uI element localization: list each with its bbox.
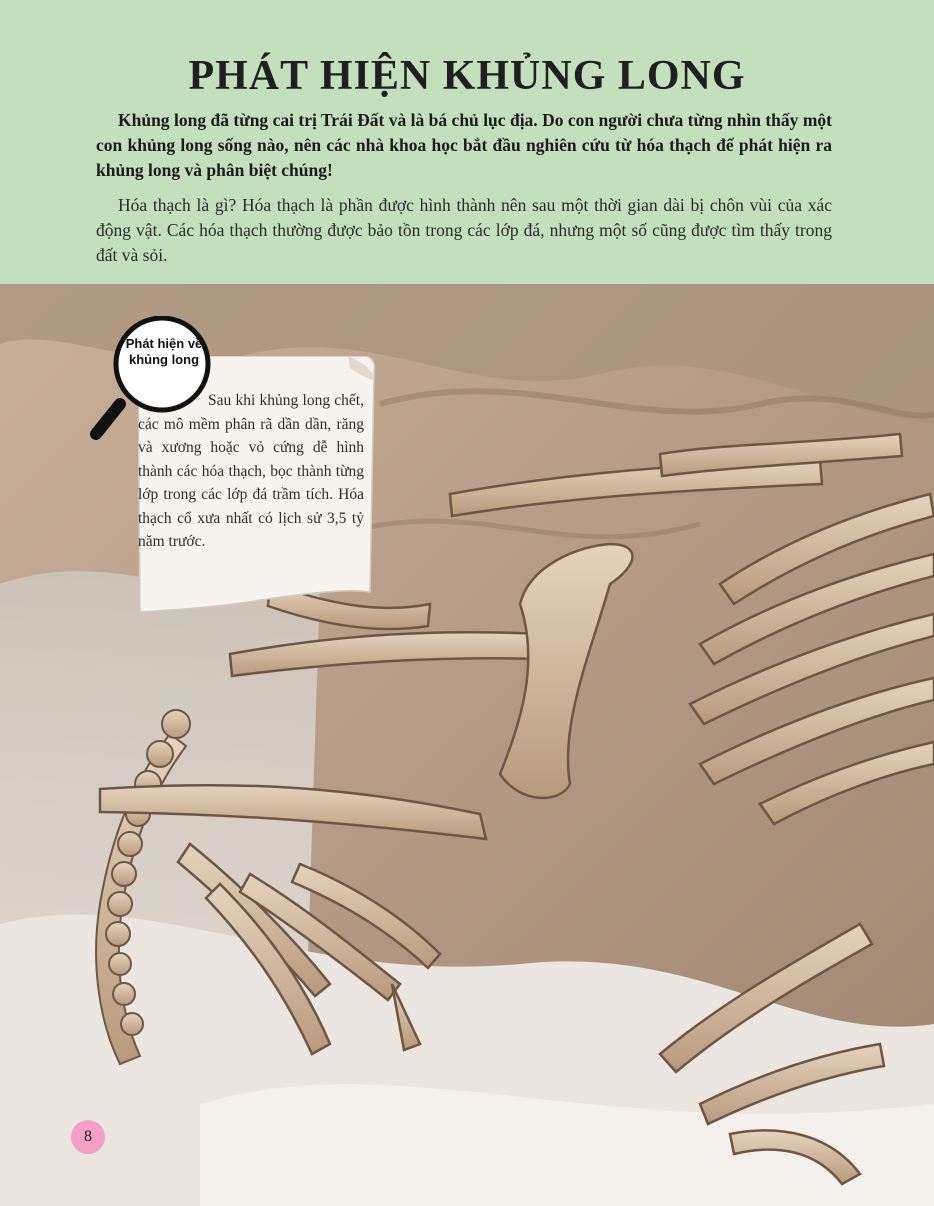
body-paragraph: Hóa thạch là gì? Hóa thạch là phần được hình thành nên sau một thời gian dài bị chôn vùi của xác động vật. Các hóa thạch thường được bảo tồn trong các lớp đá, nhưng một số cũng được tìm thấy trong đất và sỏi. — [96, 195, 832, 265]
page-title: PHÁT HIỆN KHỦNG LONG — [188, 53, 746, 99]
header-panel — [0, 0, 934, 284]
intro-paragraph: Khủng long đã từng cai trị Trái Đất và là bá chủ lục địa. Do con người chưa từng nhìn thấy một con khủng long sống nào, nên các nhà khoa học bắt đầu nghiên cứu từ hóa thạch để phát hiện ra khủng long và phân biệt chúng! — [96, 110, 832, 180]
page-number: 8 — [71, 1120, 105, 1154]
fact-note-text: Sau khi khủng long chết, các mô mềm phân rã dần dần, răng và xương hoặc vỏ cứng dễ hình thành các hóa thạch, bọc thành từng lớp trong các lớp đá trầm tích. Hóa thạch cổ xưa nhất có lịch sử 3,5 tỷ năm trước. — [138, 392, 364, 550]
badge-label: Phát hiện về khủng long — [125, 336, 203, 367]
